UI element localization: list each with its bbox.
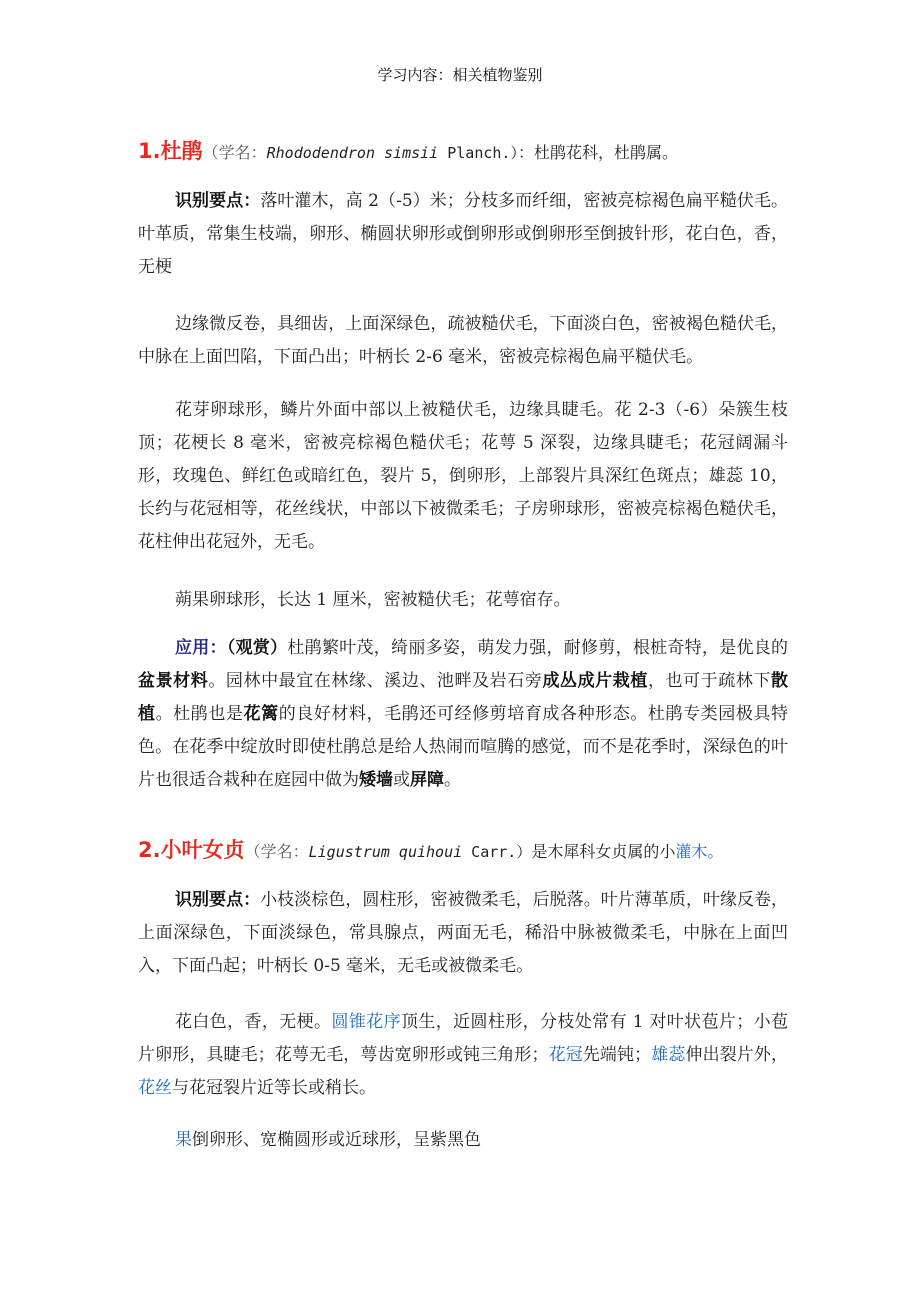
application-text: ，也可于疏林下: [647, 671, 772, 691]
section-2-latin-name: Ligustrum quihoui: [308, 843, 463, 861]
application-text: 的良好材料，毛鹃还可经修剪培育成各种形态。杜鹃专类园极具特色。在花季中绽放时即使杜鹃总是给人热闹而喧腾的感觉，而不是花季时，深绿色的叶片也很适合栽种在庭园中做为: [138, 704, 789, 790]
section-2-flower-paragraph: [138, 1006, 788, 1105]
application-keyword: 散植: [138, 671, 789, 724]
section-1-application-label: 应用：: [175, 638, 227, 658]
section-1-author: Planch.）: [438, 144, 518, 162]
flower-text: 顶生，近圆柱形，分枝处常有 1 对叶状苞片；小苞片卵形，具睫毛；花萼无毛，萼齿宽卵形或钝三角形；: [138, 1012, 789, 1065]
section-2-fruit-paragraph: [138, 1124, 788, 1157]
section-1-heading: [138, 135, 798, 165]
document-title: 学习内容：相关植物鉴别: [377, 66, 543, 84]
application-text: 。: [444, 770, 461, 790]
section-2-plant-name: 小叶女贞: [160, 838, 245, 862]
section-1-leaf-paragraph: 边缘微反卷，具细齿，上面深绿色，疏被糙伏毛，下面淡白色，密被褐色糙伏毛，中脉在上面凹陷，下面凸出；叶柄长 2-6 毫米，密被亮棕褐色扁平糙伏毛。: [138, 314, 788, 367]
section-1-id-text: 落叶灌木，高 2（-5）米；分枝多而纤细，密被亮棕褐色扁平糙伏毛。叶革质，常集生枝端，卵形、椭圆状卵形或倒卵形或倒卵形至倒披针形，花白色，香，无梗: [138, 191, 789, 277]
section-1-family: ：杜鹃花科，杜鹃属。: [517, 143, 678, 162]
section-1-id-paragraph: [138, 185, 788, 284]
flower-text: 与花冠裂片近等长或稍长。: [172, 1078, 376, 1098]
section-1-application-paragraph: [138, 632, 788, 797]
section-1-plant-name: 杜鹃: [160, 139, 203, 163]
fruit-text: 倒卵形、宽椭圆形或近球形，呈紫黑色: [192, 1130, 481, 1150]
section-1-number: 1.: [138, 139, 161, 163]
section-2-heading: [138, 834, 798, 864]
filament-link[interactable]: 花丝: [138, 1078, 172, 1098]
stamen-link[interactable]: 雄蕊: [651, 1045, 686, 1065]
application-text: 。杜鹃也是: [155, 704, 244, 724]
panicle-link[interactable]: 圆锥花序: [331, 1012, 401, 1032]
flower-text: 花白色，香，无梗。: [175, 1012, 332, 1032]
section-2-paren-open: （学名：: [244, 842, 309, 861]
application-text: 杜鹃繁叶茂，绮丽多姿，萌发力强，耐修剪，根桩奇特，是优良的: [287, 638, 789, 658]
application-keyword: 盆景材料: [138, 671, 209, 691]
section-1-paren-open: （学名：: [202, 143, 267, 162]
section-2-heading-end: 。: [707, 842, 724, 861]
section-2-id-text: 小枝淡棕色，圆柱形，密被微柔毛，后脱落。叶片薄革质，叶缘反卷，上面深绿色，下面淡绿色，常具腺点，两面无毛，稀沿中脉被微柔毛，中脉在上面凹入，下面凸起；叶柄长 0-5 毫米，无毛或被微柔毛。: [138, 890, 789, 976]
application-text: 或: [393, 770, 410, 790]
flower-text: 伸出裂片外，: [685, 1045, 789, 1065]
section-2-number: 2.: [138, 838, 161, 862]
section-2-id-paragraph: [138, 884, 788, 983]
section-2-id-label: 识别要点：: [175, 890, 261, 910]
application-keyword: 屏障: [410, 770, 444, 790]
section-1-id-label: 识别要点：: [175, 191, 261, 211]
section-1-application-tag: （观赏）: [226, 638, 288, 658]
section-1-flower-paragraph: 花芽卵球形，鳞片外面中部以上被糙伏毛，边缘具睫毛。花 2-3（-6）朵簇生枝顶；花梗长 8 毫米，密被亮棕褐色糙伏毛；花萼 5 深裂，边缘具睫毛；花冠阔漏斗形，玫瑰色、鲜红色或暗红色，裂片 5，倒卵形，上部裂片具深红色斑点；雄蕊 10，长约与花冠相等，花丝线状，中部以下被微柔毛；子房卵球形，密被亮棕褐色糙伏毛，花柱伸出花冠外，无毛。: [138, 400, 788, 552]
flower-text: 先端钝；: [582, 1045, 652, 1065]
shrub-link[interactable]: 灌木: [675, 842, 708, 861]
application-keyword: 花篱: [243, 704, 279, 724]
application-text: 。园林中最宜在林缘、溪边、池畔及岩石旁: [208, 671, 543, 691]
section-1-fruit-paragraph: 蒴果卵球形，长达 1 厘米，密被糙伏毛；花萼宿存。: [175, 590, 571, 610]
section-2-author: Carr.）: [462, 843, 532, 861]
section-2-description: 是木犀科女贞属的小: [531, 842, 676, 861]
section-1-latin-name: Rhododendron simsii: [266, 144, 439, 162]
corolla-link[interactable]: 花冠: [548, 1045, 583, 1065]
fruit-link[interactable]: 果: [175, 1130, 192, 1150]
application-keyword: 成丛成片栽植: [542, 671, 648, 691]
application-keyword: 矮墙: [359, 770, 393, 790]
